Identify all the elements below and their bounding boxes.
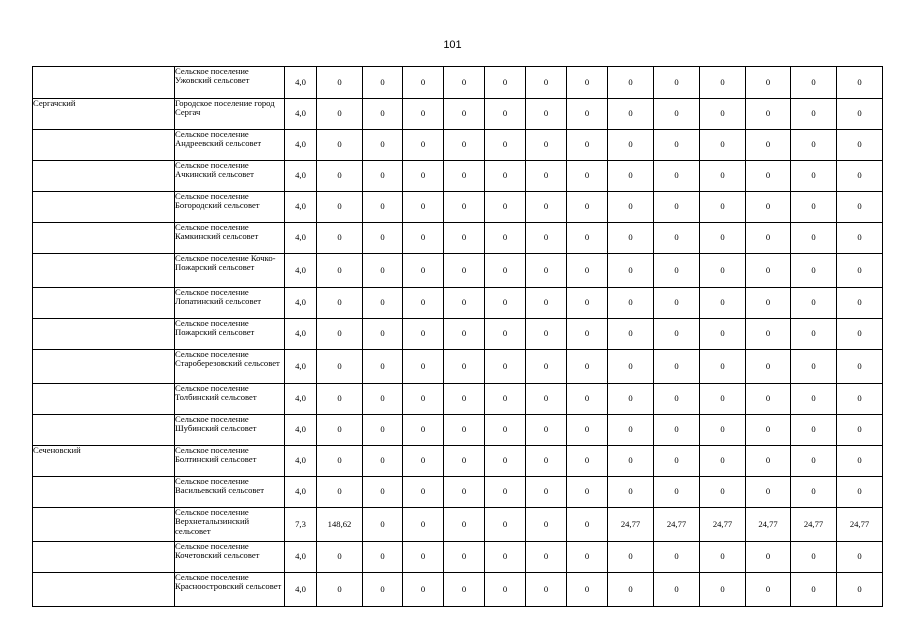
value-cell: 0 [363,319,403,350]
value-cell: 0 [608,384,654,415]
value-cell: 0 [567,415,608,446]
value-cell: 0 [837,67,883,99]
value-cell: 0 [608,67,654,99]
value-cell: 0 [608,542,654,573]
municipality-cell: Сельское поселение Пожарский сельсовет [175,319,285,350]
value-cell: 0 [363,192,403,223]
value-cell: 0 [363,99,403,130]
value-cell: 0 [791,446,837,477]
value-cell: 0 [526,99,567,130]
value-cell: 0 [363,350,403,384]
value-cell: 0 [654,446,700,477]
value-cell: 0 [363,446,403,477]
municipality-cell: Сельское поселение Андреевский сельсовет [175,130,285,161]
value-cell: 0 [700,446,746,477]
value-cell: 0 [485,350,526,384]
value-cell: 0 [444,542,485,573]
table-row [33,254,883,288]
value-cell: 0 [746,415,791,446]
table-row [33,319,883,350]
value-cell: 0 [791,542,837,573]
value-cell: 0 [363,161,403,192]
municipality-cell: Сельское поселение Верхнеталызинский сельсовет [175,508,285,542]
value-cell: 0 [567,446,608,477]
value-cell: 0 [837,254,883,288]
value-cell: 0 [746,573,791,607]
municipality-cell: Сельское поселение Толбинский сельсовет [175,384,285,415]
value-cell: 0 [608,192,654,223]
table-row [33,99,883,130]
value-cell: 0 [837,223,883,254]
municipality-cell: Сельское поселение Староберезовский сельсовет [175,350,285,384]
value-cell: 4,0 [285,67,317,99]
value-cell: 0 [608,477,654,508]
table-row [33,477,883,508]
district-cell [33,192,175,223]
municipality-cell: Сельское поселение Богородский сельсовет [175,192,285,223]
value-cell: 4,0 [285,573,317,607]
value-cell: 24,77 [700,508,746,542]
value-cell: 0 [791,223,837,254]
value-cell: 0 [526,542,567,573]
value-cell: 0 [654,477,700,508]
municipality-cell: Сельское поселение Красноостровский сельсовет [175,573,285,607]
value-cell: 0 [654,223,700,254]
value-cell: 4,0 [285,446,317,477]
value-cell: 0 [403,477,444,508]
value-cell: 0 [317,542,363,573]
value-cell: 0 [654,67,700,99]
value-cell: 0 [317,288,363,319]
value-cell: 0 [567,192,608,223]
value-cell: 0 [403,384,444,415]
value-cell: 0 [485,99,526,130]
value-cell: 0 [363,288,403,319]
value-cell: 0 [567,254,608,288]
value-cell: 0 [363,384,403,415]
value-cell: 0 [700,319,746,350]
table-row [33,415,883,446]
value-cell: 0 [403,192,444,223]
value-cell: 4,0 [285,161,317,192]
value-cell: 0 [746,319,791,350]
value-cell: 0 [608,99,654,130]
value-cell: 0 [526,508,567,542]
district-cell [33,508,175,542]
value-cell: 0 [403,508,444,542]
value-cell: 0 [444,288,485,319]
value-cell: 0 [608,288,654,319]
value-cell: 0 [485,319,526,350]
value-cell: 0 [837,384,883,415]
value-cell: 0 [746,446,791,477]
value-cell: 0 [746,288,791,319]
district-cell: Сергачский [33,99,175,130]
value-cell: 0 [485,542,526,573]
value-cell: 4,0 [285,350,317,384]
value-cell: 0 [485,446,526,477]
municipality-cell: Сельское поселение Ужовский сельсовет [175,67,285,99]
value-cell: 0 [567,384,608,415]
district-cell [33,223,175,254]
value-cell: 0 [363,223,403,254]
value-cell: 0 [317,415,363,446]
value-cell: 4,0 [285,99,317,130]
value-cell: 0 [363,508,403,542]
value-cell: 0 [700,161,746,192]
value-cell: 0 [654,415,700,446]
table-row [33,130,883,161]
value-cell: 0 [526,223,567,254]
value-cell: 0 [654,384,700,415]
value-cell: 0 [567,542,608,573]
value-cell: 0 [317,254,363,288]
value-cell: 0 [746,130,791,161]
value-cell: 0 [403,161,444,192]
value-cell: 0 [317,350,363,384]
value-cell: 0 [363,415,403,446]
value-cell: 0 [654,161,700,192]
table-row [33,223,883,254]
value-cell: 0 [317,192,363,223]
value-cell: 0 [700,130,746,161]
table-row [33,508,883,542]
value-cell: 0 [363,477,403,508]
page-number: 101 [443,39,462,51]
value-cell: 24,77 [654,508,700,542]
value-cell: 0 [700,254,746,288]
value-cell: 0 [700,477,746,508]
value-cell: 4,0 [285,319,317,350]
table-row [33,67,883,99]
value-cell: 0 [837,288,883,319]
value-cell: 0 [654,288,700,319]
value-cell: 0 [444,67,485,99]
value-cell: 0 [608,446,654,477]
value-cell: 0 [700,384,746,415]
value-cell: 0 [485,415,526,446]
table-row [33,573,883,607]
value-cell: 0 [526,573,567,607]
value-cell: 0 [700,542,746,573]
value-cell: 0 [444,319,485,350]
municipality-cell: Сельское поселение Кочко-Пожарский сельсовет [175,254,285,288]
value-cell: 24,77 [837,508,883,542]
value-cell: 0 [403,130,444,161]
value-cell: 0 [746,254,791,288]
municipality-cell: Сельское поселение Васильевский сельсовет [175,477,285,508]
value-cell: 0 [746,384,791,415]
municipality-cell: Сельское поселение Камкинский сельсовет [175,223,285,254]
value-cell: 0 [317,161,363,192]
value-cell: 0 [837,319,883,350]
municipality-cell: Сельское поселение Ачкинский сельсовет [175,161,285,192]
value-cell: 0 [403,99,444,130]
value-cell: 0 [485,192,526,223]
value-cell: 0 [791,384,837,415]
value-cell: 0 [746,192,791,223]
value-cell: 0 [791,573,837,607]
value-cell: 0 [791,350,837,384]
value-cell: 0 [791,161,837,192]
municipality-cell: Сельское поселение Кочетовский сельсовет [175,542,285,573]
table-row [33,192,883,223]
value-cell: 24,77 [746,508,791,542]
value-cell: 4,0 [285,288,317,319]
value-cell: 0 [791,130,837,161]
value-cell: 0 [608,254,654,288]
value-cell: 4,0 [285,415,317,446]
value-cell: 0 [363,542,403,573]
value-cell: 24,77 [791,508,837,542]
district-cell [33,350,175,384]
value-cell: 0 [837,161,883,192]
value-cell: 0 [791,288,837,319]
value-cell: 7,3 [285,508,317,542]
value-cell: 4,0 [285,130,317,161]
value-cell: 0 [791,415,837,446]
value-cell: 0 [444,415,485,446]
district-cell [33,130,175,161]
value-cell: 0 [317,130,363,161]
value-cell: 0 [444,573,485,607]
value-cell: 0 [444,192,485,223]
value-cell: 0 [837,415,883,446]
table-row [33,384,883,415]
value-cell: 24,77 [608,508,654,542]
value-cell: 0 [403,446,444,477]
value-cell: 0 [485,130,526,161]
municipality-cell: Сельское поселение Лопатинский сельсовет [175,288,285,319]
value-cell: 0 [654,319,700,350]
district-cell [33,477,175,508]
value-cell: 0 [837,573,883,607]
value-cell: 0 [837,99,883,130]
value-cell: 0 [608,415,654,446]
value-cell: 0 [791,99,837,130]
value-cell: 0 [317,446,363,477]
value-cell: 0 [791,319,837,350]
value-cell: 0 [746,477,791,508]
value-cell: 0 [526,477,567,508]
value-cell: 0 [567,99,608,130]
value-cell: 0 [363,67,403,99]
value-cell: 0 [837,130,883,161]
value-cell: 0 [444,130,485,161]
table-row [33,161,883,192]
value-cell: 0 [526,384,567,415]
value-cell: 0 [567,350,608,384]
value-cell: 0 [700,350,746,384]
value-cell: 4,0 [285,192,317,223]
district-cell: Сеченовский [33,446,175,477]
value-cell: 0 [608,319,654,350]
value-cell: 0 [654,254,700,288]
value-cell: 0 [526,192,567,223]
value-cell: 0 [317,573,363,607]
district-cell [33,288,175,319]
value-cell: 0 [317,67,363,99]
value-cell: 0 [485,288,526,319]
value-cell: 0 [567,573,608,607]
value-cell: 0 [837,446,883,477]
value-cell: 0 [791,67,837,99]
value-cell: 0 [791,477,837,508]
value-cell: 0 [791,254,837,288]
value-cell: 4,0 [285,384,317,415]
value-cell: 0 [317,223,363,254]
table-row [33,446,883,477]
district-cell [33,161,175,192]
value-cell: 0 [700,288,746,319]
value-cell: 0 [444,161,485,192]
value-cell: 0 [403,350,444,384]
value-cell: 0 [403,415,444,446]
value-cell: 0 [444,477,485,508]
value-cell: 0 [444,508,485,542]
value-cell: 0 [837,477,883,508]
value-cell: 0 [608,161,654,192]
value-cell: 0 [654,192,700,223]
value-cell: 0 [746,542,791,573]
value-cell: 4,0 [285,542,317,573]
value-cell: 4,0 [285,254,317,288]
value-cell: 0 [403,254,444,288]
value-cell: 0 [403,319,444,350]
value-cell: 0 [526,161,567,192]
value-cell: 0 [485,161,526,192]
value-cell: 0 [567,319,608,350]
value-cell: 0 [485,254,526,288]
value-cell: 0 [654,99,700,130]
value-cell: 0 [526,130,567,161]
value-cell: 0 [608,130,654,161]
value-cell: 4,0 [285,477,317,508]
table-row [33,350,883,384]
value-cell: 0 [746,99,791,130]
value-cell: 0 [567,288,608,319]
value-cell: 0 [363,573,403,607]
value-cell: 0 [700,415,746,446]
value-cell: 0 [444,350,485,384]
value-cell: 0 [444,99,485,130]
district-cell [33,254,175,288]
value-cell: 0 [746,223,791,254]
value-cell: 0 [485,573,526,607]
value-cell: 0 [654,573,700,607]
value-cell: 0 [837,350,883,384]
value-cell: 4,0 [285,223,317,254]
value-cell: 0 [317,384,363,415]
table-row [33,542,883,573]
value-cell: 0 [567,223,608,254]
value-cell: 0 [654,542,700,573]
district-cell [33,384,175,415]
table-body [33,67,883,607]
value-cell: 0 [654,130,700,161]
value-cell: 0 [363,130,403,161]
value-cell: 0 [746,350,791,384]
value-cell: 0 [567,477,608,508]
value-cell: 0 [403,573,444,607]
value-cell: 0 [700,223,746,254]
value-cell: 0 [567,508,608,542]
municipality-cell: Сельское поселение Шубинский сельсовет [175,415,285,446]
value-cell: 0 [567,67,608,99]
value-cell: 0 [837,192,883,223]
value-cell: 0 [444,384,485,415]
value-cell: 0 [746,161,791,192]
value-cell: 0 [317,319,363,350]
value-cell: 0 [317,99,363,130]
value-cell: 0 [403,542,444,573]
value-cell: 0 [746,67,791,99]
value-cell: 0 [526,350,567,384]
value-cell: 148,62 [317,508,363,542]
district-cell [33,319,175,350]
value-cell: 0 [403,288,444,319]
value-cell: 0 [403,223,444,254]
data-table [32,66,883,607]
district-cell [33,67,175,99]
value-cell: 0 [444,223,485,254]
value-cell: 0 [526,254,567,288]
value-cell: 0 [700,573,746,607]
value-cell: 0 [791,192,837,223]
municipality-cell: Сельское поселение Болтинский сельсовет [175,446,285,477]
value-cell: 0 [526,446,567,477]
value-cell: 0 [363,254,403,288]
value-cell: 0 [700,192,746,223]
value-cell: 0 [567,130,608,161]
value-cell: 0 [700,67,746,99]
district-cell [33,415,175,446]
value-cell: 0 [837,542,883,573]
value-cell: 0 [526,67,567,99]
table-row [33,288,883,319]
value-cell: 0 [608,223,654,254]
value-cell: 0 [444,446,485,477]
district-cell [33,573,175,607]
value-cell: 0 [608,350,654,384]
value-cell: 0 [485,384,526,415]
value-cell: 0 [403,67,444,99]
municipality-cell: Городское поселение город Сергач [175,99,285,130]
value-cell: 0 [608,573,654,607]
value-cell: 0 [526,319,567,350]
value-cell: 0 [485,223,526,254]
value-cell: 0 [317,477,363,508]
value-cell: 0 [485,67,526,99]
value-cell: 0 [485,508,526,542]
value-cell: 0 [526,415,567,446]
value-cell: 0 [485,477,526,508]
value-cell: 0 [444,254,485,288]
value-cell: 0 [700,99,746,130]
value-cell: 0 [654,350,700,384]
value-cell: 0 [526,288,567,319]
value-cell: 0 [567,161,608,192]
district-cell [33,542,175,573]
